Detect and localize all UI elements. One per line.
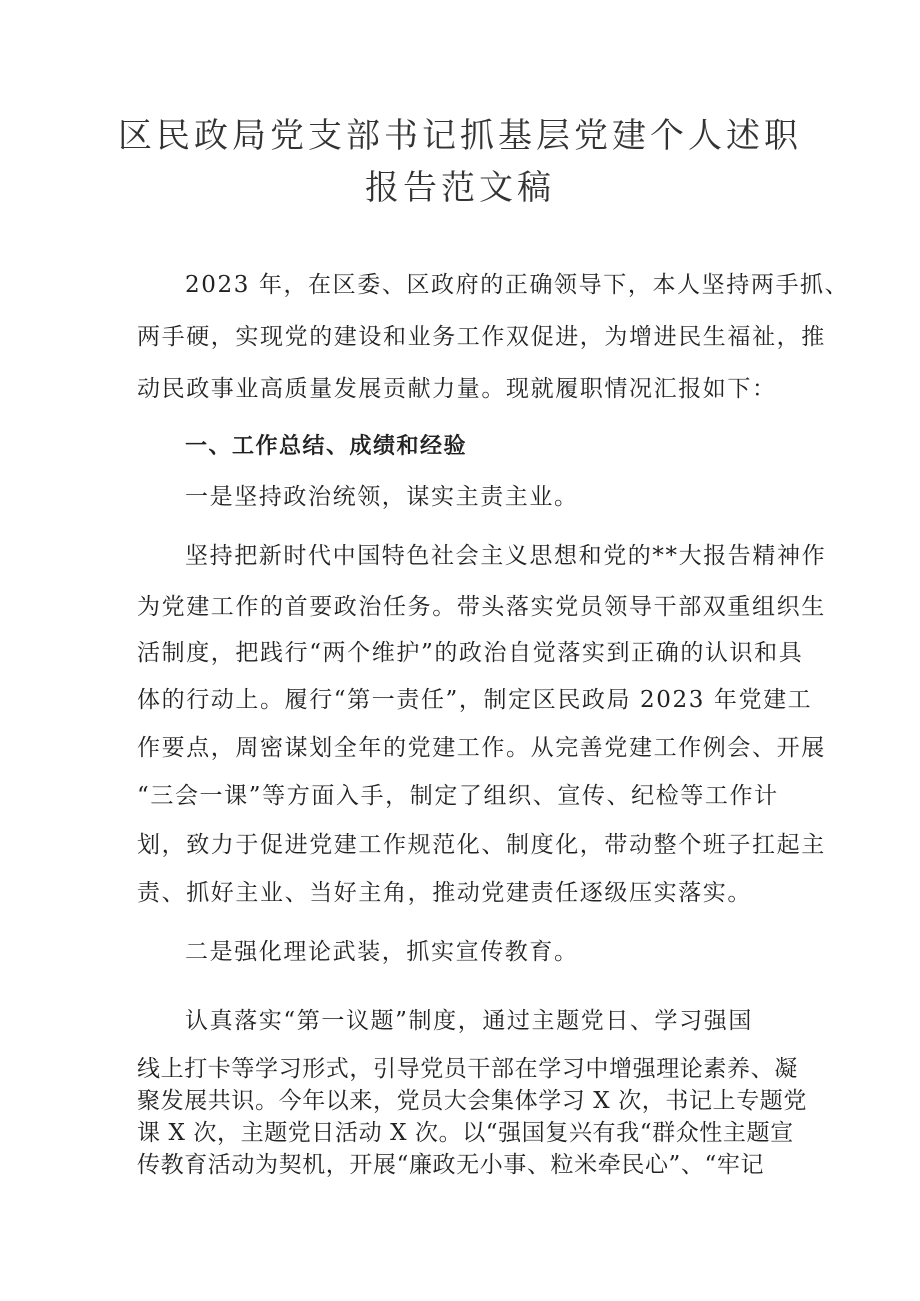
point-1-line-6: “三会一课”等方面入手，制定了组织、宣传、纪检等工作计 <box>137 783 779 809</box>
point-1-line-8: 责、抓好主业、当好主角，推动党建责任逐级压实落实。 <box>137 880 752 906</box>
point-1-line-2: 为党建工作的首要政治任务。带头落实党员领导干部双重组织生 <box>137 594 826 620</box>
intro-line-1: 2023 年，在区委、区政府的正确领导下，本人坚持两手抓、 <box>185 272 850 298</box>
point-1-line-7: 划，致力于促进党建工作规范化、制度化，带动整个班子扛起主 <box>137 832 826 858</box>
intro-line-3: 动民政事业高质量发展贡献力量。现就履职情况汇报如下： <box>137 376 777 402</box>
point-2-line-3: 聚发展共识。今年以来，党员大会集体学习 X 次，书记上专题党 <box>137 1088 807 1114</box>
point-2-line-5: 传教育活动为契机，开展“廉政无小事、粒米牵民心”、“牢记 <box>137 1152 765 1178</box>
point-2-heading: 二是强化理论武装，抓实宣传教育。 <box>185 939 579 965</box>
point-1-line-5: 作要点，周密谋划全年的党建工作。从完善党建工作例会、开展 <box>137 735 826 761</box>
document-title-line-1: 区民政局党支部书记抓基层党建个人述职 <box>118 116 802 156</box>
point-1-line-4: 体的行动上。履行“第一责任”，制定区民政局 2023 年党建工 <box>137 687 813 713</box>
point-1-heading: 一是坚持政治统领，谋实主责主业。 <box>185 484 579 510</box>
point-1-line-1: 坚持把新时代中国特色社会主义思想和党的**大报告精神作 <box>185 543 827 569</box>
point-1-line-3: 活制度，把践行“两个维护”的政治自觉落实到正确的认识和具 <box>137 640 804 666</box>
intro-line-2: 两手硬，实现党的建设和业务工作双促进，为增进民生福祉，推 <box>137 324 826 350</box>
point-2-line-1: 认真落实“第一议题”制度，通过主题党日、学习强国 <box>185 1008 753 1034</box>
document-title-line-2: 报告范文稿 <box>365 168 555 208</box>
section-heading-1: 一、工作总结、成绩和经验 <box>185 434 468 459</box>
point-2-line-4: 课 X 次，主题党日活动 X 次。以“强国复兴有我“群众性主题宣 <box>137 1120 794 1146</box>
point-2-line-2: 线上打卡等学习形式，引导党员干部在学习中增强理论素养、凝 <box>137 1056 798 1082</box>
